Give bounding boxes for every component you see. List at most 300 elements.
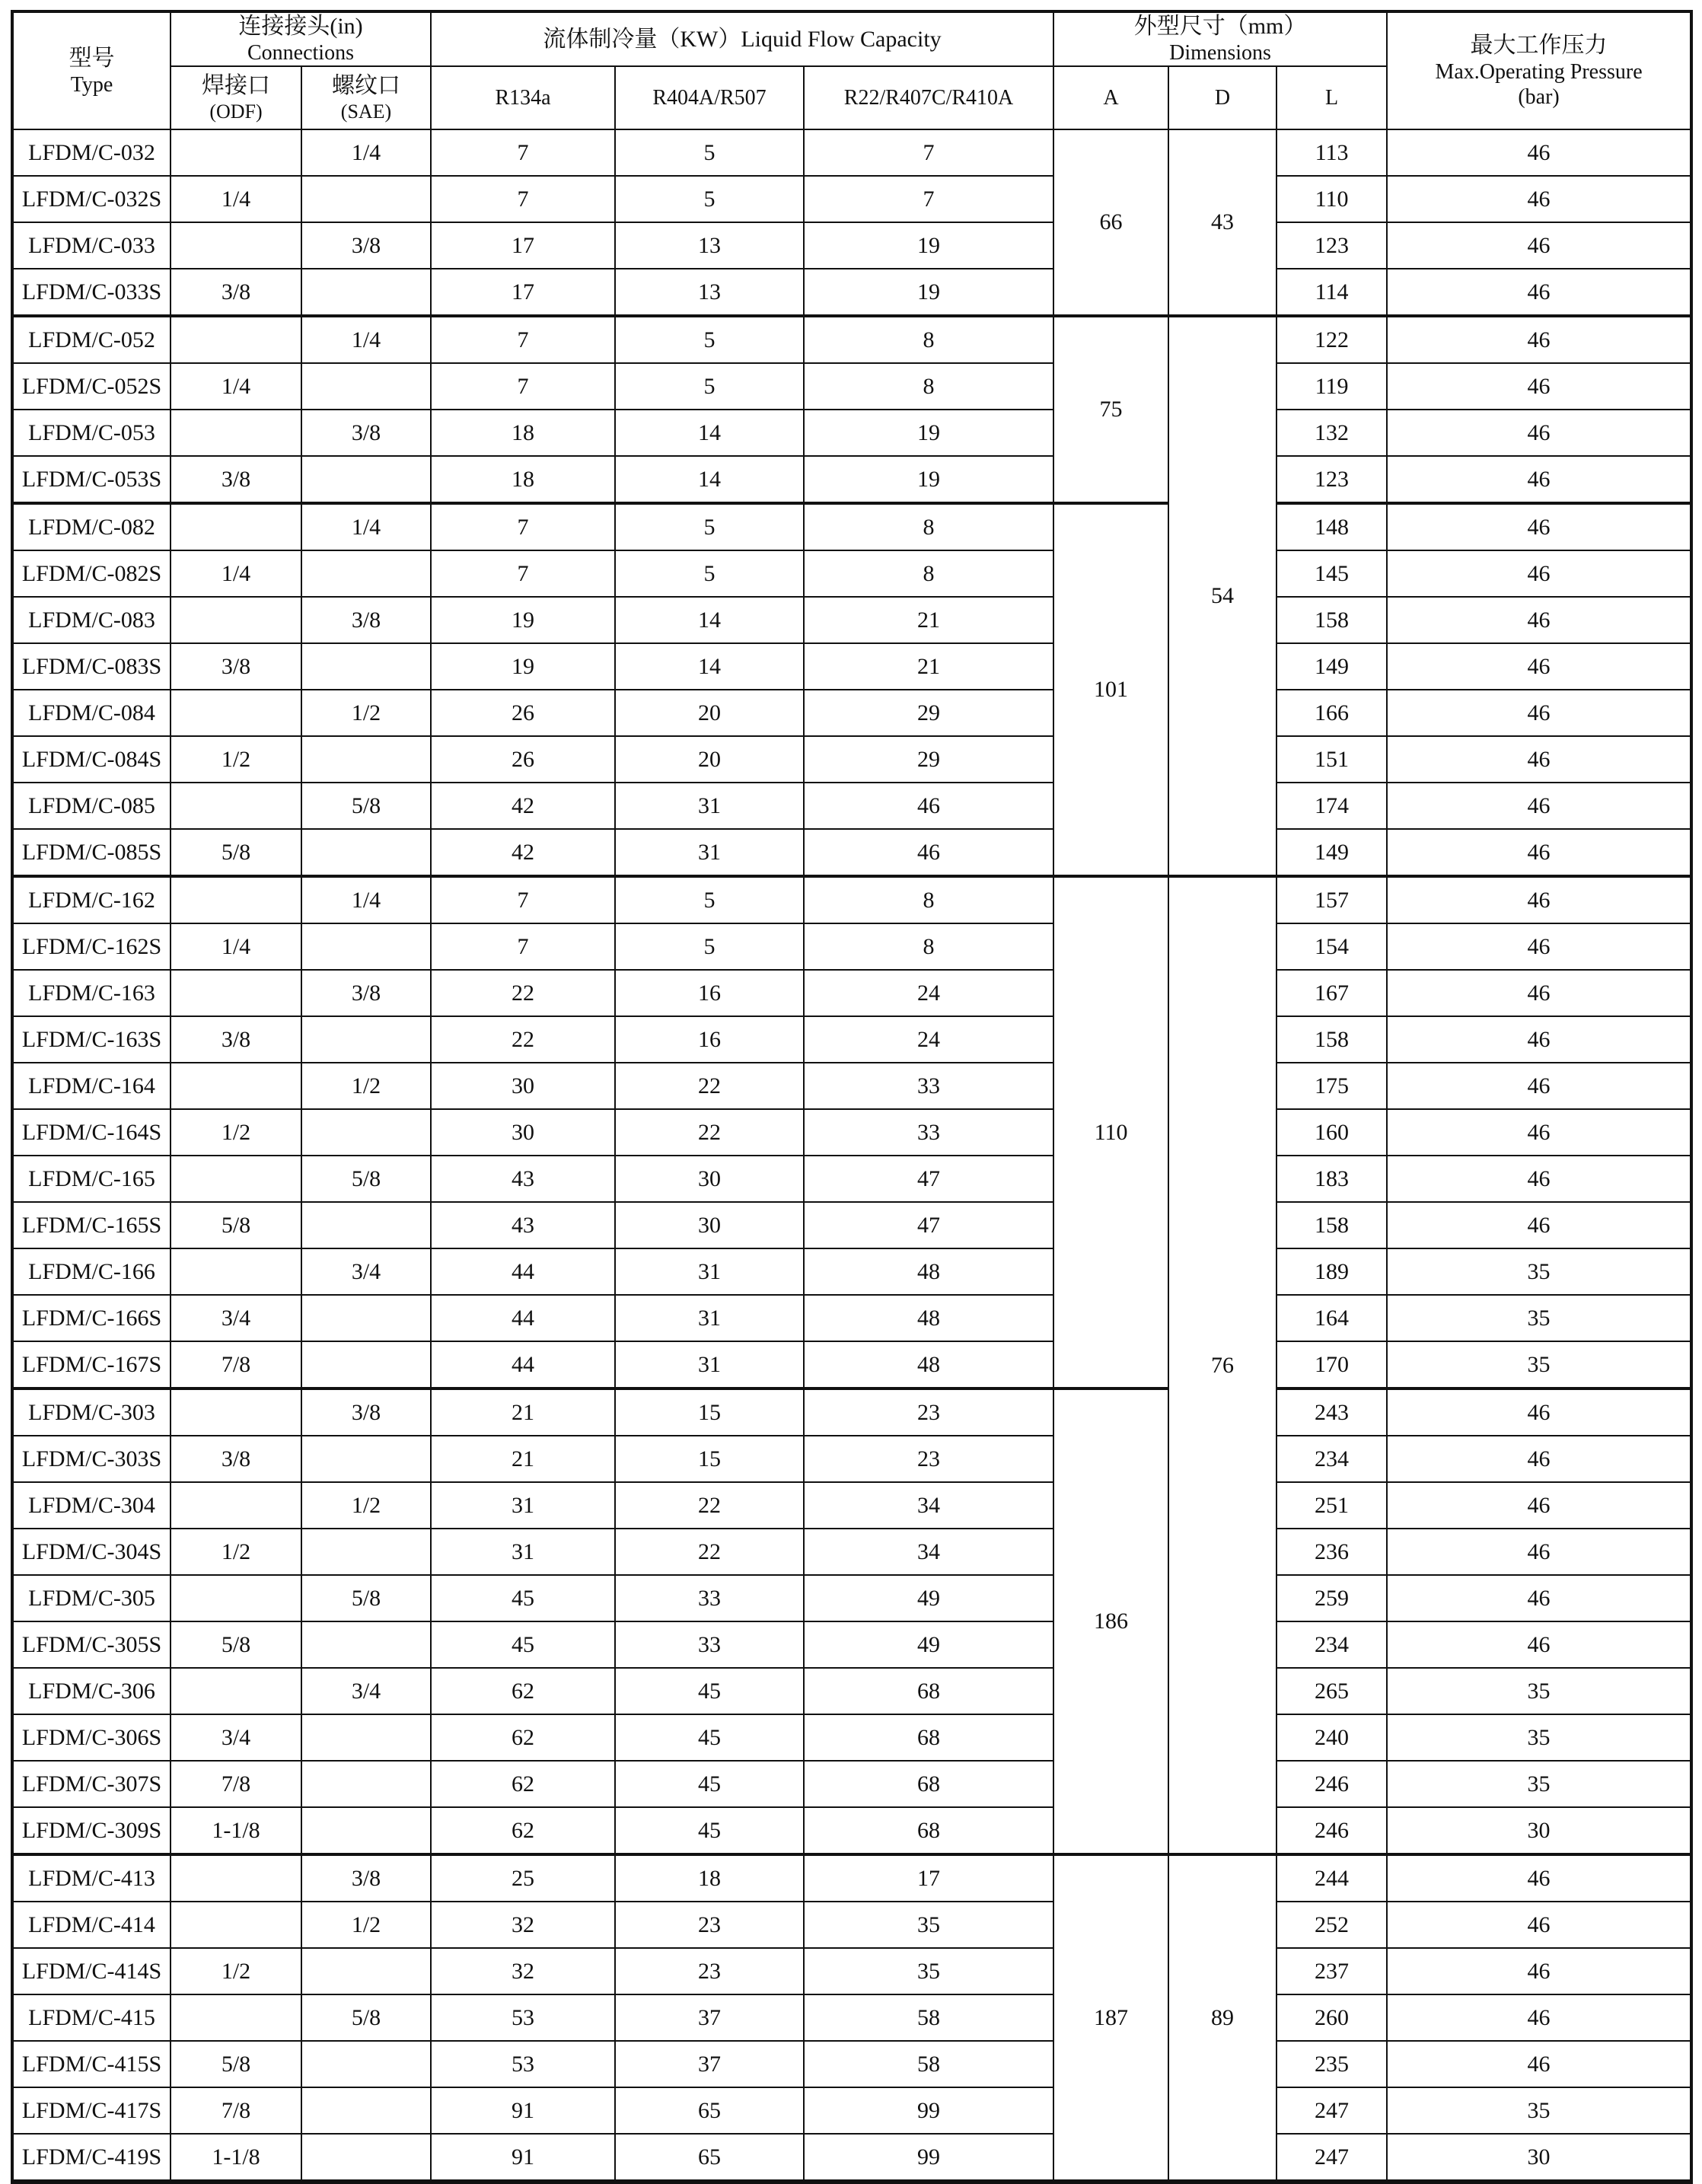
r404a-cell: 22 bbox=[615, 1109, 804, 1156]
r22-cell: 19 bbox=[804, 456, 1053, 503]
r22-cell: 8 bbox=[804, 316, 1053, 363]
r134a-cell: 62 bbox=[431, 1807, 615, 1854]
r22-cell: 23 bbox=[804, 1389, 1053, 1436]
odf-cell: 1/4 bbox=[171, 923, 301, 970]
odf-cell bbox=[171, 222, 301, 269]
r134a-cell: 22 bbox=[431, 970, 615, 1016]
dim-l-cell: 145 bbox=[1276, 550, 1387, 597]
r22-cell: 49 bbox=[804, 1575, 1053, 1621]
r22-cell: 99 bbox=[804, 2087, 1053, 2134]
model-cell: LFDM/C-303 bbox=[12, 1389, 171, 1436]
sae-cell: 3/4 bbox=[301, 1248, 431, 1295]
odf-cell bbox=[171, 970, 301, 1016]
sae-cell bbox=[301, 363, 431, 410]
header-capacity bbox=[431, 11, 1053, 66]
table-row bbox=[12, 829, 1691, 876]
pressure-cell: 46 bbox=[1387, 1389, 1691, 1436]
r134a-cell: 7 bbox=[431, 363, 615, 410]
header-r134a bbox=[431, 66, 615, 129]
pressure-cell: 35 bbox=[1387, 1295, 1691, 1341]
r404a-cell: 31 bbox=[615, 1295, 804, 1341]
table-row bbox=[12, 1948, 1691, 1994]
odf-cell: 3/8 bbox=[171, 1016, 301, 1063]
dim-d-cell: 89 bbox=[1168, 1854, 1276, 2182]
r22-cell: 68 bbox=[804, 1761, 1053, 1807]
dim-l-cell: 157 bbox=[1276, 876, 1387, 923]
model-cell: LFDM/C-083 bbox=[12, 597, 171, 643]
model-cell: LFDM/C-163 bbox=[12, 970, 171, 1016]
r134a-cell: 25 bbox=[431, 1854, 615, 1902]
pressure-cell: 46 bbox=[1387, 269, 1691, 316]
sae-cell bbox=[301, 1621, 431, 1668]
header-r22 bbox=[804, 66, 1053, 129]
r134a-cell: 21 bbox=[431, 1389, 615, 1436]
sae-cell: 5/8 bbox=[301, 1994, 431, 2041]
r404a-cell: 22 bbox=[615, 1063, 804, 1109]
sae-cell: 3/8 bbox=[301, 1854, 431, 1902]
odf-cell bbox=[171, 1854, 301, 1902]
sae-cell bbox=[301, 176, 431, 222]
odf-cell: 1/2 bbox=[171, 736, 301, 783]
r134a-cell: 7 bbox=[431, 550, 615, 597]
model-cell: LFDM/C-415S bbox=[12, 2041, 171, 2087]
header-pressure bbox=[1387, 11, 1691, 129]
model-cell: LFDM/C-033S bbox=[12, 269, 171, 316]
dim-d-cell: 76 bbox=[1168, 876, 1276, 1854]
r404a-cell: 23 bbox=[615, 1948, 804, 1994]
sae-cell bbox=[301, 1341, 431, 1389]
r22-cell: 19 bbox=[804, 410, 1053, 456]
odf-cell: 1/2 bbox=[171, 1109, 301, 1156]
pressure-cell: 46 bbox=[1387, 923, 1691, 970]
pressure-cell: 46 bbox=[1387, 410, 1691, 456]
table-row bbox=[12, 316, 1691, 363]
dim-l-cell: 260 bbox=[1276, 1994, 1387, 2041]
r404a-cell: 33 bbox=[615, 1621, 804, 1668]
dim-l-cell: 114 bbox=[1276, 269, 1387, 316]
r22-cell: 68 bbox=[804, 1714, 1053, 1761]
r134a-cell: 17 bbox=[431, 222, 615, 269]
r134a-cell: 7 bbox=[431, 503, 615, 550]
r22-cell: 8 bbox=[804, 876, 1053, 923]
header-odf bbox=[171, 66, 301, 129]
r404a-cell: 15 bbox=[615, 1389, 804, 1436]
model-cell: LFDM/C-419S bbox=[12, 2134, 171, 2182]
r404a-cell: 14 bbox=[615, 456, 804, 503]
model-cell: LFDM/C-306 bbox=[12, 1668, 171, 1714]
dim-l-cell: 170 bbox=[1276, 1341, 1387, 1389]
table-row bbox=[12, 2087, 1691, 2134]
sae-cell bbox=[301, 1436, 431, 1482]
model-cell: LFDM/C-033 bbox=[12, 222, 171, 269]
header-dimensions-zh: 外型尺寸（mm） bbox=[1133, 14, 1307, 39]
r22-cell: 19 bbox=[804, 269, 1053, 316]
sae-cell bbox=[301, 269, 431, 316]
r404a-cell: 13 bbox=[615, 269, 804, 316]
pressure-cell: 46 bbox=[1387, 970, 1691, 1016]
sae-cell bbox=[301, 829, 431, 876]
sae-cell bbox=[301, 923, 431, 970]
r404a-cell: 20 bbox=[615, 736, 804, 783]
odf-cell bbox=[171, 1482, 301, 1529]
header-r404a-label: R404A/R507 bbox=[652, 86, 767, 110]
dim-a-cell: 187 bbox=[1053, 1854, 1168, 2182]
r134a-cell: 62 bbox=[431, 1668, 615, 1714]
model-cell: LFDM/C-053S bbox=[12, 456, 171, 503]
pressure-cell: 46 bbox=[1387, 363, 1691, 410]
pressure-cell: 35 bbox=[1387, 1341, 1691, 1389]
r404a-cell: 45 bbox=[615, 1807, 804, 1854]
r22-cell: 23 bbox=[804, 1436, 1053, 1482]
model-cell: LFDM/C-163S bbox=[12, 1016, 171, 1063]
dim-l-cell: 247 bbox=[1276, 2087, 1387, 2134]
pressure-cell: 46 bbox=[1387, 690, 1691, 736]
r22-cell: 7 bbox=[804, 129, 1053, 176]
pressure-cell: 30 bbox=[1387, 2134, 1691, 2182]
table-row bbox=[12, 1063, 1691, 1109]
header-r22-label: R22/R407C/R410A bbox=[843, 86, 1014, 110]
model-cell: LFDM/C-162 bbox=[12, 876, 171, 923]
header-sae-en: (SAE) bbox=[340, 100, 392, 123]
dim-l-cell: 160 bbox=[1276, 1109, 1387, 1156]
odf-cell: 3/8 bbox=[171, 1436, 301, 1482]
table-row bbox=[12, 456, 1691, 503]
r404a-cell: 5 bbox=[615, 316, 804, 363]
r22-cell: 8 bbox=[804, 550, 1053, 597]
sae-cell: 1/2 bbox=[301, 1063, 431, 1109]
odf-cell: 3/4 bbox=[171, 1714, 301, 1761]
sae-cell bbox=[301, 1016, 431, 1063]
table-row bbox=[12, 1902, 1691, 1948]
model-cell: LFDM/C-306S bbox=[12, 1714, 171, 1761]
dim-a-cell: 75 bbox=[1053, 316, 1168, 503]
model-cell: LFDM/C-167S bbox=[12, 1341, 171, 1389]
model-cell: LFDM/C-307S bbox=[12, 1761, 171, 1807]
dim-l-cell: 234 bbox=[1276, 1621, 1387, 1668]
table-row bbox=[12, 1109, 1691, 1156]
pressure-cell: 46 bbox=[1387, 222, 1691, 269]
header-connections-zh: 连接接头(in) bbox=[238, 14, 363, 39]
dim-d-cell: 43 bbox=[1168, 129, 1276, 316]
sae-cell bbox=[301, 2087, 431, 2134]
r134a-cell: 62 bbox=[431, 1761, 615, 1807]
r134a-cell: 91 bbox=[431, 2087, 615, 2134]
model-cell: LFDM/C-303S bbox=[12, 1436, 171, 1482]
product-spec-table bbox=[11, 10, 1693, 2184]
pressure-cell: 46 bbox=[1387, 176, 1691, 222]
odf-cell bbox=[171, 1063, 301, 1109]
model-cell: LFDM/C-413 bbox=[12, 1854, 171, 1902]
r22-cell: 8 bbox=[804, 363, 1053, 410]
model-cell: LFDM/C-082 bbox=[12, 503, 171, 550]
header-connections bbox=[171, 11, 431, 66]
table-row bbox=[12, 1854, 1691, 1902]
table-row bbox=[12, 1994, 1691, 2041]
pressure-cell: 46 bbox=[1387, 1202, 1691, 1248]
dim-l-cell: 164 bbox=[1276, 1295, 1387, 1341]
r404a-cell: 65 bbox=[615, 2134, 804, 2182]
r134a-cell: 53 bbox=[431, 2041, 615, 2087]
r404a-cell: 5 bbox=[615, 176, 804, 222]
sae-cell: 1/4 bbox=[301, 316, 431, 363]
r22-cell: 49 bbox=[804, 1621, 1053, 1668]
pressure-cell: 46 bbox=[1387, 1902, 1691, 1948]
dim-l-cell: 243 bbox=[1276, 1389, 1387, 1436]
r404a-cell: 31 bbox=[615, 829, 804, 876]
model-cell: LFDM/C-165 bbox=[12, 1156, 171, 1202]
header-dim-l-label: L bbox=[1324, 86, 1339, 110]
model-cell: LFDM/C-162S bbox=[12, 923, 171, 970]
pressure-cell: 46 bbox=[1387, 129, 1691, 176]
header-dim-a-label: A bbox=[1103, 86, 1119, 110]
sae-cell bbox=[301, 1295, 431, 1341]
r134a-cell: 31 bbox=[431, 1529, 615, 1575]
dim-l-cell: 158 bbox=[1276, 1016, 1387, 1063]
pressure-cell: 35 bbox=[1387, 1714, 1691, 1761]
sae-cell bbox=[301, 1948, 431, 1994]
table-row bbox=[12, 1248, 1691, 1295]
r22-cell: 33 bbox=[804, 1063, 1053, 1109]
odf-cell: 1/4 bbox=[171, 176, 301, 222]
dim-d-cell: 54 bbox=[1168, 316, 1276, 876]
pressure-cell: 46 bbox=[1387, 829, 1691, 876]
r134a-cell: 32 bbox=[431, 1948, 615, 1994]
r22-cell: 29 bbox=[804, 736, 1053, 783]
pressure-cell: 30 bbox=[1387, 1807, 1691, 1854]
header-pressure-unit: (bar) bbox=[1518, 85, 1560, 109]
r134a-cell: 19 bbox=[431, 597, 615, 643]
table-row bbox=[12, 222, 1691, 269]
r404a-cell: 23 bbox=[615, 1902, 804, 1948]
r404a-cell: 22 bbox=[615, 1529, 804, 1575]
header-dim-d-label: D bbox=[1214, 86, 1231, 110]
r404a-cell: 5 bbox=[615, 129, 804, 176]
table-row bbox=[12, 876, 1691, 923]
dim-l-cell: 235 bbox=[1276, 2041, 1387, 2087]
pressure-cell: 46 bbox=[1387, 1948, 1691, 1994]
dim-l-cell: 247 bbox=[1276, 2134, 1387, 2182]
r134a-cell: 18 bbox=[431, 456, 615, 503]
sae-cell: 1/4 bbox=[301, 129, 431, 176]
header-dim-l bbox=[1276, 66, 1387, 129]
odf-cell: 1/2 bbox=[171, 1529, 301, 1575]
odf-cell bbox=[171, 1389, 301, 1436]
r134a-cell: 42 bbox=[431, 829, 615, 876]
table-row bbox=[12, 1529, 1691, 1575]
pressure-cell: 46 bbox=[1387, 550, 1691, 597]
dim-l-cell: 110 bbox=[1276, 176, 1387, 222]
table-row bbox=[12, 410, 1691, 456]
odf-cell: 3/8 bbox=[171, 269, 301, 316]
r404a-cell: 5 bbox=[615, 503, 804, 550]
r134a-cell: 91 bbox=[431, 2134, 615, 2182]
model-cell: LFDM/C-164S bbox=[12, 1109, 171, 1156]
r404a-cell: 31 bbox=[615, 783, 804, 829]
odf-cell: 3/8 bbox=[171, 643, 301, 690]
header-connections-en: Connections bbox=[247, 41, 354, 65]
sae-cell bbox=[301, 1109, 431, 1156]
r404a-cell: 18 bbox=[615, 1854, 804, 1902]
pressure-cell: 46 bbox=[1387, 1063, 1691, 1109]
odf-cell bbox=[171, 876, 301, 923]
dim-l-cell: 265 bbox=[1276, 1668, 1387, 1714]
r22-cell: 46 bbox=[804, 783, 1053, 829]
dim-l-cell: 149 bbox=[1276, 829, 1387, 876]
pressure-cell: 46 bbox=[1387, 1109, 1691, 1156]
pressure-cell: 46 bbox=[1387, 1016, 1691, 1063]
r134a-cell: 62 bbox=[431, 1714, 615, 1761]
r404a-cell: 33 bbox=[615, 1575, 804, 1621]
r134a-cell: 26 bbox=[431, 736, 615, 783]
sae-cell bbox=[301, 643, 431, 690]
r134a-cell: 17 bbox=[431, 269, 615, 316]
table-row bbox=[12, 923, 1691, 970]
pressure-cell: 35 bbox=[1387, 1248, 1691, 1295]
pressure-cell: 46 bbox=[1387, 316, 1691, 363]
odf-cell: 3/8 bbox=[171, 456, 301, 503]
r22-cell: 58 bbox=[804, 2041, 1053, 2087]
odf-cell bbox=[171, 597, 301, 643]
r22-cell: 35 bbox=[804, 1902, 1053, 1948]
odf-cell bbox=[171, 503, 301, 550]
r22-cell: 21 bbox=[804, 643, 1053, 690]
r134a-cell: 30 bbox=[431, 1109, 615, 1156]
pressure-cell: 46 bbox=[1387, 736, 1691, 783]
table-row bbox=[12, 1714, 1691, 1761]
sae-cell bbox=[301, 1714, 431, 1761]
pressure-cell: 46 bbox=[1387, 1529, 1691, 1575]
header-r404a bbox=[615, 66, 804, 129]
dim-l-cell: 240 bbox=[1276, 1714, 1387, 1761]
header-dim-a bbox=[1053, 66, 1168, 129]
model-cell: LFDM/C-415 bbox=[12, 1994, 171, 2041]
model-cell: LFDM/C-414S bbox=[12, 1948, 171, 1994]
r134a-cell: 42 bbox=[431, 783, 615, 829]
sae-cell: 5/8 bbox=[301, 783, 431, 829]
dim-l-cell: 252 bbox=[1276, 1902, 1387, 1948]
model-cell: LFDM/C-083S bbox=[12, 643, 171, 690]
r22-cell: 17 bbox=[804, 1854, 1053, 1902]
r134a-cell: 19 bbox=[431, 643, 615, 690]
r22-cell: 48 bbox=[804, 1248, 1053, 1295]
odf-cell bbox=[171, 1668, 301, 1714]
dim-l-cell: 259 bbox=[1276, 1575, 1387, 1621]
dim-l-cell: 148 bbox=[1276, 503, 1387, 550]
model-cell: LFDM/C-166 bbox=[12, 1248, 171, 1295]
dim-l-cell: 132 bbox=[1276, 410, 1387, 456]
r22-cell: 19 bbox=[804, 222, 1053, 269]
pressure-cell: 46 bbox=[1387, 1482, 1691, 1529]
r404a-cell: 37 bbox=[615, 1994, 804, 2041]
table-row bbox=[12, 970, 1691, 1016]
dim-l-cell: 158 bbox=[1276, 1202, 1387, 1248]
r22-cell: 99 bbox=[804, 2134, 1053, 2182]
r22-cell: 47 bbox=[804, 1156, 1053, 1202]
r134a-cell: 21 bbox=[431, 1436, 615, 1482]
header-sae bbox=[301, 66, 431, 129]
model-cell: LFDM/C-304S bbox=[12, 1529, 171, 1575]
dim-a-cell: 66 bbox=[1053, 129, 1168, 316]
dim-l-cell: 123 bbox=[1276, 222, 1387, 269]
table-row bbox=[12, 503, 1691, 550]
pressure-cell: 46 bbox=[1387, 1575, 1691, 1621]
table-row bbox=[12, 736, 1691, 783]
r404a-cell: 5 bbox=[615, 876, 804, 923]
sae-cell: 5/8 bbox=[301, 1575, 431, 1621]
header-capacity-title: 流体制冷量（KW）Liquid Flow Capacity bbox=[543, 26, 942, 52]
table-row bbox=[12, 1389, 1691, 1436]
r134a-cell: 45 bbox=[431, 1621, 615, 1668]
r22-cell: 24 bbox=[804, 1016, 1053, 1063]
header-sae-zh: 螺纹口 bbox=[332, 73, 400, 98]
r134a-cell: 7 bbox=[431, 876, 615, 923]
model-cell: LFDM/C-085S bbox=[12, 829, 171, 876]
dim-l-cell: 122 bbox=[1276, 316, 1387, 363]
table-row bbox=[12, 783, 1691, 829]
dim-a-cell: 110 bbox=[1053, 876, 1168, 1389]
sae-cell: 3/4 bbox=[301, 1668, 431, 1714]
dim-l-cell: 175 bbox=[1276, 1063, 1387, 1109]
odf-cell: 5/8 bbox=[171, 1621, 301, 1668]
dim-l-cell: 189 bbox=[1276, 1248, 1387, 1295]
table-row bbox=[12, 550, 1691, 597]
pressure-cell: 46 bbox=[1387, 1994, 1691, 2041]
r404a-cell: 31 bbox=[615, 1248, 804, 1295]
odf-cell: 5/8 bbox=[171, 829, 301, 876]
dim-l-cell: 154 bbox=[1276, 923, 1387, 970]
model-cell: LFDM/C-052S bbox=[12, 363, 171, 410]
sae-cell: 3/8 bbox=[301, 222, 431, 269]
odf-cell: 1-1/8 bbox=[171, 2134, 301, 2182]
header-dim-d bbox=[1168, 66, 1276, 129]
sae-cell bbox=[301, 1807, 431, 1854]
dim-a-cell: 186 bbox=[1053, 1389, 1168, 1854]
pressure-cell: 46 bbox=[1387, 1854, 1691, 1902]
odf-cell bbox=[171, 316, 301, 363]
r404a-cell: 14 bbox=[615, 643, 804, 690]
table-row bbox=[12, 1295, 1691, 1341]
r22-cell: 47 bbox=[804, 1202, 1053, 1248]
odf-cell bbox=[171, 410, 301, 456]
model-cell: LFDM/C-085 bbox=[12, 783, 171, 829]
sae-cell bbox=[301, 2041, 431, 2087]
model-cell: LFDM/C-053 bbox=[12, 410, 171, 456]
table-row bbox=[12, 1761, 1691, 1807]
table-row bbox=[12, 269, 1691, 316]
model-cell: LFDM/C-052 bbox=[12, 316, 171, 363]
table-row bbox=[12, 1341, 1691, 1389]
model-cell: LFDM/C-414 bbox=[12, 1902, 171, 1948]
sae-cell bbox=[301, 1761, 431, 1807]
sae-cell bbox=[301, 1529, 431, 1575]
dim-l-cell: 244 bbox=[1276, 1854, 1387, 1902]
odf-cell: 1-1/8 bbox=[171, 1807, 301, 1854]
pressure-cell: 46 bbox=[1387, 2041, 1691, 2087]
pressure-cell: 46 bbox=[1387, 1156, 1691, 1202]
dim-l-cell: 174 bbox=[1276, 783, 1387, 829]
pressure-cell: 35 bbox=[1387, 1668, 1691, 1714]
model-cell: LFDM/C-417S bbox=[12, 2087, 171, 2134]
odf-cell: 7/8 bbox=[171, 2087, 301, 2134]
model-cell: LFDM/C-165S bbox=[12, 1202, 171, 1248]
model-cell: LFDM/C-084S bbox=[12, 736, 171, 783]
odf-cell bbox=[171, 1575, 301, 1621]
pressure-cell: 46 bbox=[1387, 503, 1691, 550]
model-cell: LFDM/C-305 bbox=[12, 1575, 171, 1621]
odf-cell bbox=[171, 783, 301, 829]
r22-cell: 68 bbox=[804, 1807, 1053, 1854]
odf-cell bbox=[171, 690, 301, 736]
